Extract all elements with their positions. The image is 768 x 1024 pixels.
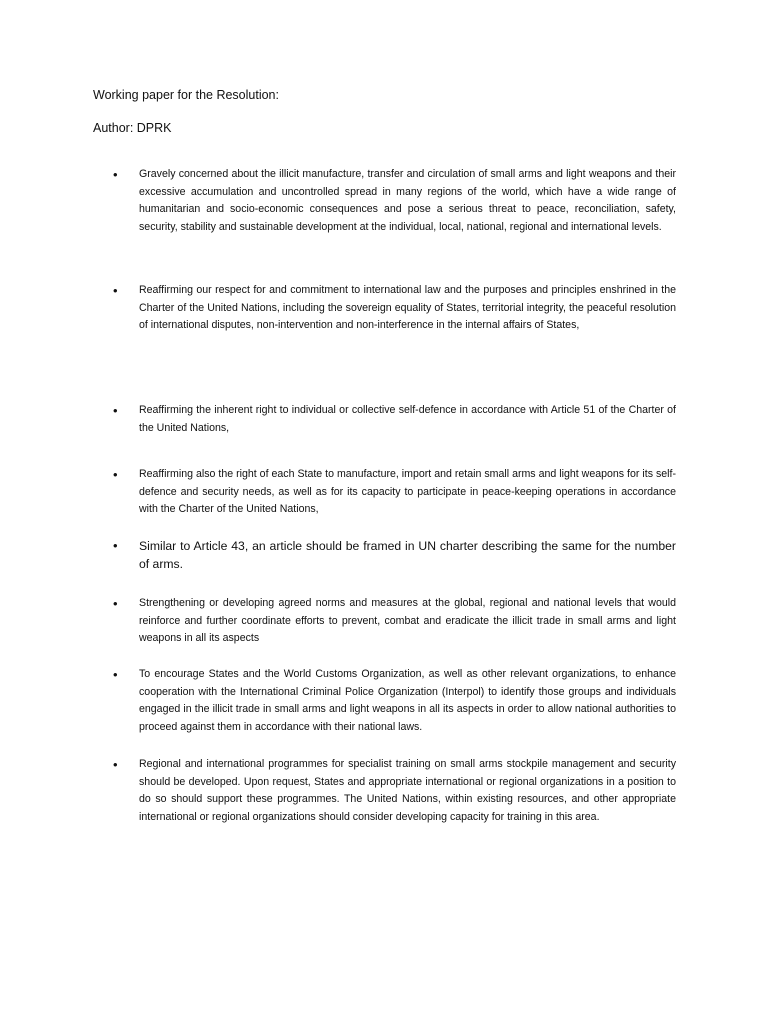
list-item (113, 282, 676, 335)
list-item (113, 537, 676, 573)
bullet-icon: • (113, 596, 118, 611)
list-item-text: Gravely concerned about the illicit manufacture, transfer and circulation of small arms and light weapons and their excessive accumulation and uncontrolled spread in many regions of the world, which have a wide range of humanitarian and socio-economic consequences and pose a serious threat to peace, reconciliation, safety, security, stability and sustainable development at the individual, local, national, regional and international levels. (139, 168, 676, 233)
list-item-text: Regional and international programmes for specialist training on small arms stockpile management and security should be developed. Upon request, States and appropriate international or regional organizations in a position to do so should support these programmes. The United Nations, within existing resources, and other appropriate international or regional organizations should consider developing capacity for training in this area. (139, 758, 676, 823)
list-item (113, 402, 676, 437)
list-item (113, 756, 676, 826)
list-item-text: Reaffirming our respect for and commitment to international law and the purposes and principles enshrined in the Charter of the United Nations, including the sovereign equality of States, territorial integrity, the peaceful resolution of international disputes, non-intervention and non-interference in the internal affairs of States, (139, 284, 676, 331)
bullet-icon: • (113, 467, 118, 482)
list-item (113, 166, 676, 236)
bullet-icon: • (113, 757, 118, 772)
list-item (113, 466, 676, 519)
list-item-text: Reaffirming the inherent right to individual or collective self-defence in accordance with Article 51 of the Charter of the United Nations, (139, 404, 676, 434)
list-item-text: Reaffirming also the right of each State to manufacture, import and retain small arms and light weapons for its self-defence and security needs, as well as for its capacity to participate in peace-keeping operations in accordance with the Charter of the United Nations, (139, 468, 676, 515)
bullet-icon: • (113, 403, 118, 418)
list-item-text: To encourage States and the World Customs Organization, as well as other relevant organizations, to enhance cooperation with the International Criminal Police Organization (Interpol) to identify those groups and individuals engaged in the illicit trade in small arms and light weapons in all its aspects in order to allow national authorities to proceed against them in accordance with their national laws. (139, 668, 676, 733)
bullet-icon: • (113, 167, 118, 182)
list-item-text: Similar to Article 43, an article should be framed in UN charter describing the same for the number of arms. (139, 539, 676, 571)
list-item-text: Strengthening or developing agreed norms and measures at the global, regional and national levels that would reinforce and further coordinate efforts to prevent, combat and eradicate the illicit trade in small arms and light weapons in all its aspects (139, 597, 676, 644)
bullet-icon: • (113, 283, 118, 298)
list-item (113, 595, 676, 648)
document-title: Working paper for the Resolution: (93, 88, 279, 102)
document-author: Author: DPRK (93, 121, 172, 135)
bullet-icon: • (113, 538, 118, 553)
list-item (113, 666, 676, 736)
bullet-icon: • (113, 667, 118, 682)
